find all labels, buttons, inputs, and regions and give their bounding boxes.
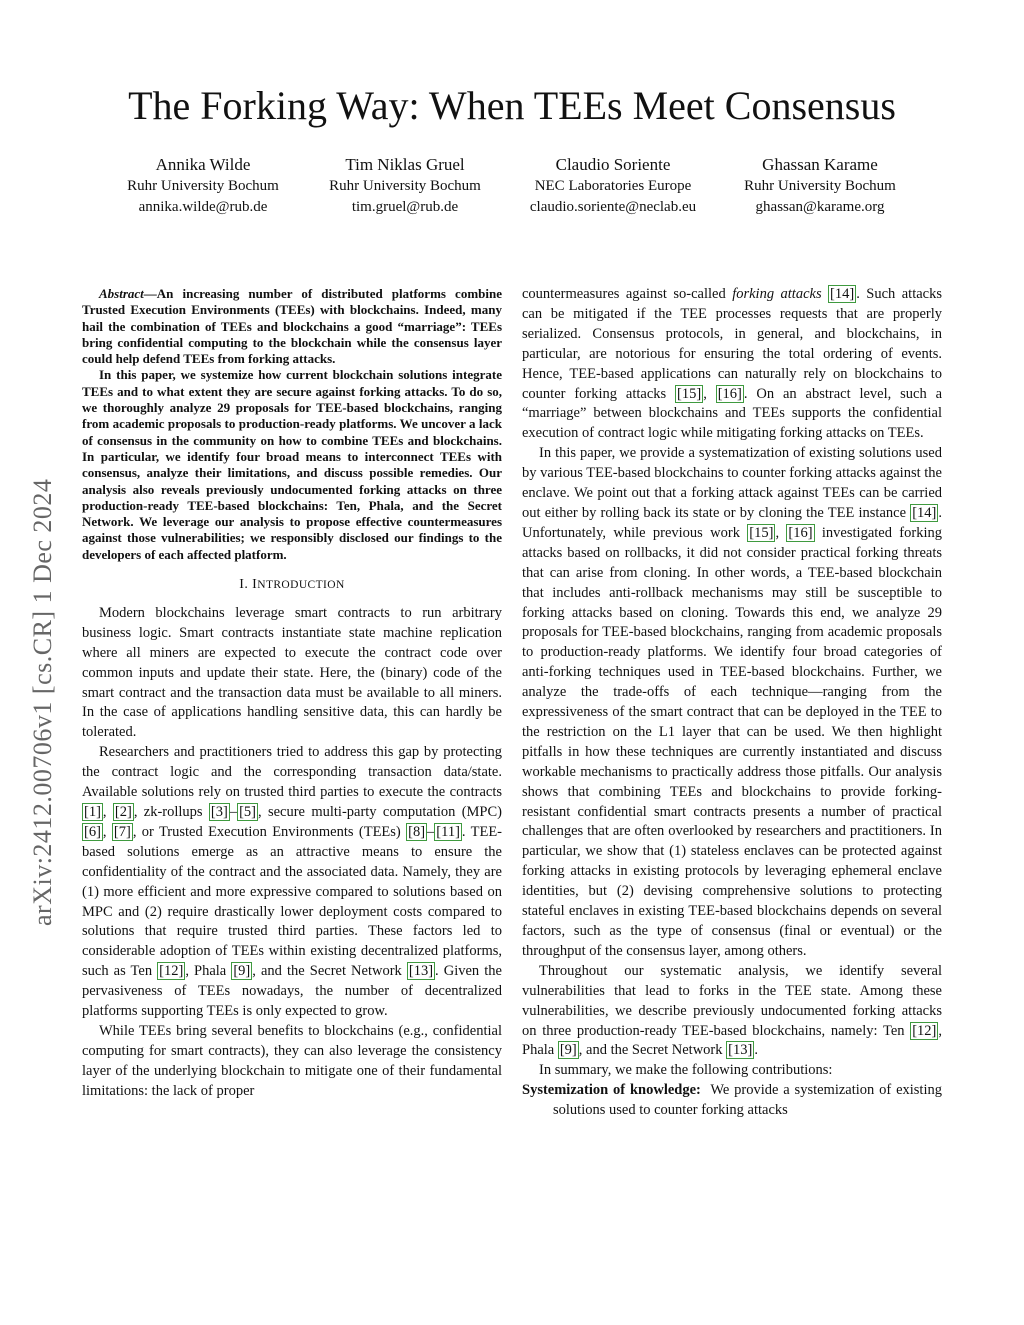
author-email: ghassan@karame.org [755, 199, 885, 215]
citation-link[interactable]: [16] [717, 385, 742, 402]
citation-link[interactable]: [1] [84, 804, 101, 821]
citation-link[interactable]: [2] [114, 804, 132, 821]
citation-link[interactable]: [9] [233, 963, 251, 980]
intro-paragraph-6: In summary, we make the following contributions: [539, 1062, 833, 1079]
author-name: Annika Wilde [155, 155, 251, 174]
author-1 [103, 154, 303, 218]
author-email: claudio.soriente@neclab.eu [529, 199, 697, 215]
intro-paragraph-3: While TEEs bring several benefits to blockchains (e.g., confidential computing for smart contracts), they can also leverage the consistency layer of the underlying blockchain to mitigate one of their fundamental limitations: the lack of proper [82, 1022, 502, 1099]
citation-link[interactable]: [12] [159, 963, 184, 980]
contribution-text: We provide a systemization of existing solutions used to counter forking attacks [553, 1082, 942, 1119]
right-column [522, 285, 942, 1121]
section-title-rest: NTRODUCTION [257, 579, 345, 592]
citation-link[interactable]: [3] [210, 804, 228, 821]
arxiv-identifier: arXiv:2412.00706v1 [cs.CR] 1 Dec 2024 [28, 478, 57, 926]
abstract-paragraph-1: —An increasing number of distributed platforms combine Trusted Execution Environments (TEEs) with blockchains. Indeed, many hail the combination of TEEs and blockchains a good “marriage”: TEEs bring confidential computing to the blockchain while the consensus layer could help defend TEEs from forking attacks. [82, 286, 502, 367]
contribution-item [522, 1081, 942, 1121]
author-affiliation: Ruhr University Bochum [744, 178, 896, 194]
author-name: Tim Niklas Gruel [345, 155, 465, 174]
section-title-initial: I [252, 577, 258, 593]
abstract-label: Abstract [99, 286, 144, 301]
author-name: Claudio Soriente [555, 155, 671, 174]
author-2 [305, 154, 505, 218]
intro-paragraph-1: Modern blockchains leverage smart contracts to run arbitrary business logic. Smart contracts instantiate state machine replication where all miners are expected to execute the contract code over common inputs and update their state. Here, the (binary) code of the smart contract and the transaction data must be available to all miners. In the case of applications handling sensitive data, this can hardly be tolerated. [82, 604, 502, 741]
citation-link[interactable]: [15] [749, 524, 774, 541]
citation-link[interactable]: [15] [677, 385, 702, 402]
citation-link[interactable]: [7] [113, 823, 131, 840]
intro-paragraph-4: In this paper, we provide a systematization of existing solutions used by various TEE-based blockchains to counter forking attacks against the enclave. We point out that a forking attack against TEEs can be carried out either by rolling back its state or by cloning the TEE instance [14] . Unfortunately, while previous work [15] , [16] investigated forking attacks based on rollbacks, it did not consider practical forking threats that can arise from cloning. In other words, a TEE-based blockchain that includes anti-rollback mechanisms may still be susceptible to forking attacks based on cloning. Towards this end, we analyze 29 proposals for TEE-based blockchains, ranging from academic proposals to production-ready platforms. We identify four broad categories of anti-forking techniques used in TEE-based blockchains. Further, we analyze the trade-offs of each technique—ranging from the expressiveness of the smart contract that can be deployed in the TEE to the restriction on the L1 layer that can be used. We then highlight pitfalls in how these techniques are currently instantiated and discuss workable mechanisms to practically address those pitfalls. Our analysis shows that combining TEEs and blockchains to provide forking-resistant confidential smart contracts presents a number of practical challenges that are often overlooked by researchers and practitioners. In particular, we show that (1) stateless enclaves can be protected against forking attacks in existing protocols by leveraging ephemeral enclave identities, but (2) devising comprehensive solutions to protecting stateful enclaves in existing TEE-based blockchains depends on several factors, such as the type of consensus (final or eventual) or the throughput of the consensus layer, among others. [522, 445, 942, 959]
intro-paragraph-5: Throughout our systematic analysis, we identify several vulnerabilities that lead to forks in the TEE state. Among these vulnerabilities, we describe previously undocumented forking attacks on three production-ready TEE-based blockchains, namely: Ten [12] , Phala [9] , and the Secret Network [13] . [522, 962, 942, 1059]
abstract-paragraph-2: In this paper, we systemize how current blockchain solutions integrate TEEs and to what extent they are secure against forking attacks. To do so, we thoroughly analyze 29 proposals for TEE-based blockchains, ranging from academic proposals to production-ready platforms. We uncover a lack of consensus in the community on how to combine TEEs and blockchains. In particular, we identify four broad means to interconnect TEEs with consensus, analyze their limitations, and discuss possible remedies. Our analysis also reveals previously undocumented forking attacks on three production-ready TEE-based blockchains: Ten, Phala, and the Secret Network. We leverage our analysis to propose effective countermeasures against those vulnerabilities; we responsibly disclosed our findings to the developers of each affected platform. [82, 367, 502, 562]
section-number: I. [239, 577, 249, 593]
intro-paragraph-2: Researchers and practitioners tried to address this gap by protecting the contract logic and the corresponding transaction data/state. Available solutions rely on trusted third parties to execute the contracts [1] , [2] , zk-rollups [3] – [5] , secure multi-party computation (MPC) [6] , [7] , or Trusted Execution Environments (TEEs) [8] – [11] . TEE-based solutions emerge as an attractive means to ensure the confidentiality of the contract and the associated data. Namely, they are (1) more efficient and more expressive compared to solutions based on MPC and (2) require drastically lower deployment costs compared to solutions that require trusted third parties. These factors led to considerable adoption of TEEs within existing decentralized platforms, such as Ten [12] , Phala [9] , and the Secret Network [13] . Given the pervasiveness of TEEs nowadays, the number of decentralized platforms supporting TEEs is only expected to grow. [82, 744, 503, 1020]
citation-link[interactable]: [13] [408, 963, 434, 980]
citation-link[interactable]: [14] [912, 504, 937, 521]
citation-link[interactable]: [8] [408, 823, 426, 840]
citation-link[interactable]: [11] [436, 823, 460, 840]
citation-link[interactable]: [16] [788, 524, 813, 541]
citation-link[interactable]: [9] [559, 1042, 577, 1059]
author-affiliation: Ruhr University Bochum [127, 178, 279, 194]
left-column [82, 286, 502, 1102]
citation-link[interactable]: [14] [830, 286, 855, 302]
abstract [82, 286, 502, 563]
citation-link[interactable]: [12] [912, 1022, 937, 1039]
author-email: annika.wilde@rub.de [138, 199, 268, 215]
citation-link[interactable]: [5] [239, 804, 256, 821]
author-3 [513, 154, 713, 218]
author-4 [720, 154, 920, 218]
paper-title: The Forking Way: When TEEs Meet Consensus [128, 83, 896, 128]
intro-paragraph-3-continued: countermeasures against so-called forking attacks [14] . Such attacks can be mitigated if the TEE processes requests that are properly serialized. Consensus protocols, in general, and blockchains, in particular, are notorious for ensuring the total ordering of events. Hence, TEE-based applications can naturally rely on blockchains to counter forking attacks [15] , [16] . On an abstract level, such a “marriage” between blockchains and TEEs supports the confidential execution of contract logic while mitigating forking attacks on TEEs. [522, 286, 943, 442]
author-affiliation: Ruhr University Bochum [329, 178, 481, 194]
author-affiliation: NEC Laboratories Europe [534, 178, 692, 194]
citation-link[interactable]: [13] [728, 1042, 753, 1059]
author-email: tim.gruel@rub.de [351, 199, 459, 215]
citation-link[interactable]: [6] [84, 823, 101, 840]
contribution-label: Systemization of knowledge: [522, 1082, 701, 1099]
author-name: Ghassan Karame [762, 155, 878, 174]
section-heading-introduction [82, 575, 502, 596]
